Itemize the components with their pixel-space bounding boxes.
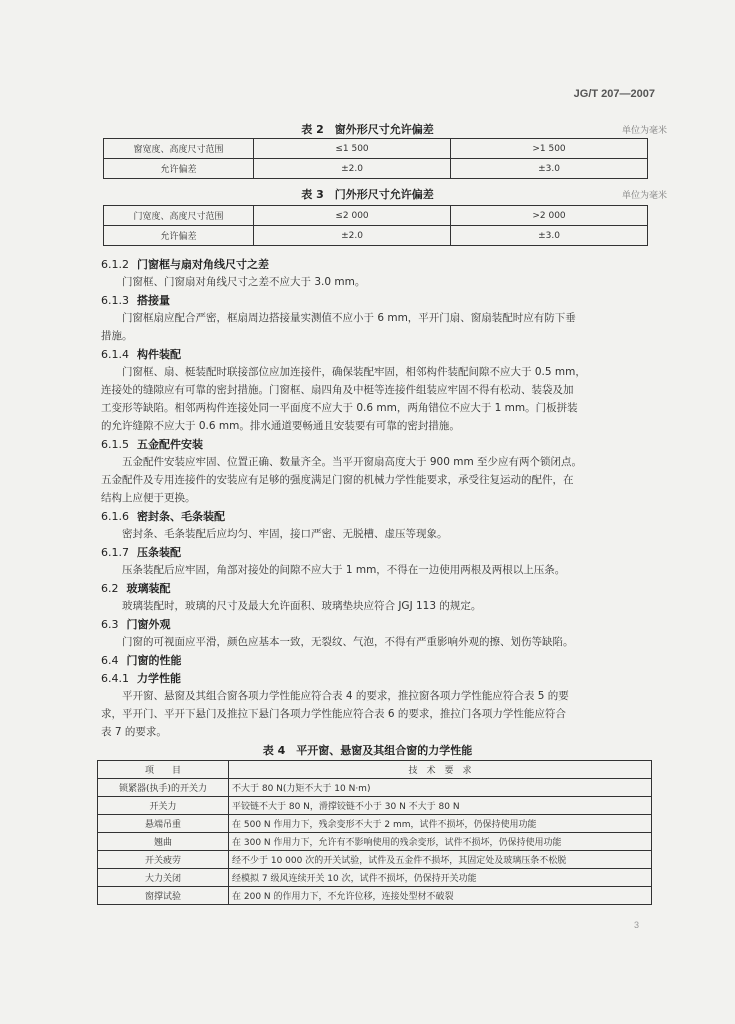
section-heading-6-1-2 xyxy=(101,256,269,272)
section-number: 6.1.2 xyxy=(101,258,129,271)
section-heading-6-4-1 xyxy=(101,670,181,686)
table-cell: 在 500 N 作用力下，残余变形不大于 2 mm，试件不损坏，仍保持使用功能 xyxy=(229,815,652,833)
table-2-caption: 表 2 窗外形尺寸允许偏差 xyxy=(301,123,434,136)
section-number: 6.4 xyxy=(101,654,119,667)
table-cell: ±3.0 xyxy=(451,159,648,179)
table-2 xyxy=(103,138,648,179)
section-number: 6.1.7 xyxy=(101,546,129,559)
section-heading-6-1-4 xyxy=(101,346,181,362)
table-cell: ±2.0 xyxy=(254,159,451,179)
section-number: 6.1.6 xyxy=(101,510,129,523)
table-row xyxy=(98,833,652,851)
section-title: 门窗外观 xyxy=(126,618,171,631)
table-cell: 翘曲 xyxy=(98,833,229,851)
paragraph-line: 门窗框扇应配合严密，框扇周边搭接量实测值不应小于 6 mm，平开门扇、窗扇装配时应有防下垂 xyxy=(122,312,576,324)
table-cell: 窗宽度、高度尺寸范围 xyxy=(104,139,254,159)
paragraph-line: 门窗框、门窗扇对角线尺寸之差不应大于 3.0 mm。 xyxy=(122,276,366,288)
section-number: 6.2 xyxy=(101,582,119,595)
paragraph-line: 五金配件及专用连接件的安装应有足够的强度满足门窗的机械力学性能要求，承受往复运动的配件，在 xyxy=(101,474,574,486)
paragraph-line: 结构上应便于更换。 xyxy=(101,492,196,504)
paragraph-line: 密封条、毛条装配后应均匀、牢固，接口严密、无脱槽、虚压等现象。 xyxy=(122,528,448,540)
section-title: 搭接量 xyxy=(137,294,170,307)
section-heading-6-1-5 xyxy=(101,436,203,452)
table-cell: 窗撑试验 xyxy=(98,887,229,905)
section-heading-6-2 xyxy=(101,580,171,596)
table-cell: 不大于 80 N(力矩不大于 10 N·m) xyxy=(229,779,652,797)
table-cell: 在 300 N 作用力下，允许有不影响使用的残余变形，试件不损坏，仍保持使用功能 xyxy=(229,833,652,851)
table-row xyxy=(104,226,648,246)
section-number: 6.3 xyxy=(101,618,119,631)
section-number: 6.1.3 xyxy=(101,294,129,307)
section-title: 玻璃装配 xyxy=(126,582,171,595)
page-number: 3 xyxy=(633,920,639,930)
table-row xyxy=(104,139,648,159)
section-number: 6.4.1 xyxy=(101,672,129,685)
table-3-caption: 表 3 门外形尺寸允许偏差 xyxy=(301,188,434,201)
table-row xyxy=(98,869,652,887)
table-4-caption: 表 4 平开窗、悬窗及其组合窗的力学性能 xyxy=(262,744,473,757)
section-heading-6-3 xyxy=(101,616,171,632)
table-cell: 门宽度、高度尺寸范围 xyxy=(104,206,254,226)
paragraph-line: 工变形等缺陷。相邻两构件连接处同一平面度不应大于 0.6 mm，两角错位不应大于 1 mm。门板拼装 xyxy=(101,402,578,414)
paragraph-line: 五金配件安装应牢固、位置正确、数量齐全。当平开窗扇高度大于 900 mm 至少应有两个锁闭点。 xyxy=(122,456,583,468)
table-cell: 允许偏差 xyxy=(104,226,254,246)
section-number: 6.1.4 xyxy=(101,348,129,361)
table-2-unit: 单位为毫米 xyxy=(621,126,667,136)
section-heading-6-1-3 xyxy=(101,292,170,308)
table-cell: 大力关闭 xyxy=(98,869,229,887)
table-3 xyxy=(103,205,648,246)
table-cell: ±3.0 xyxy=(451,226,648,246)
paragraph-line: 连接处的缝隙应有可靠的密封措施。门窗框、扇四角及中梃等连接件组装应牢固不得有松动、装袋及加 xyxy=(101,384,574,396)
table-cell: 锁紧器(执手)的开关力 xyxy=(98,779,229,797)
table-cell: 在 200 N 的作用力下，不允许位移，连接处型材不破裂 xyxy=(229,887,652,905)
table-4 xyxy=(97,760,652,905)
table-row xyxy=(104,206,648,226)
table-cell: >1 500 xyxy=(451,139,648,159)
paragraph-line: 门窗的可视面应平滑，颜色应基本一致，无裂纹、气泡，不得有严重影响外观的擦、划伤等缺陷。 xyxy=(122,636,574,648)
section-title: 门窗的性能 xyxy=(126,654,182,667)
table-row xyxy=(104,159,648,179)
section-title: 构件装配 xyxy=(137,348,181,361)
standard-number-header: JG/T 207—2007 xyxy=(573,88,655,100)
table-header-cell: 项 目 xyxy=(98,761,229,779)
section-title: 密封条、毛条装配 xyxy=(137,510,225,523)
table-cell: 平铰链不大于 80 N，滑撑铰链不小于 30 N 不大于 80 N xyxy=(229,797,652,815)
table-cell: 悬端吊重 xyxy=(98,815,229,833)
paragraph-line: 玻璃装配时，玻璃的尺寸及最大允许面积、玻璃垫块应符合 JGJ 113 的规定。 xyxy=(122,600,482,612)
table-cell: ±2.0 xyxy=(254,226,451,246)
table-cell: 经不少于 10 000 次的开关试验，试件及五金件不损坏，其固定处及玻璃压条不松脱 xyxy=(229,851,652,869)
table-cell: ≤2 000 xyxy=(254,206,451,226)
table-header-row xyxy=(98,761,652,779)
paragraph-line: 的允许缝隙不应大于 0.6 mm。排水通道要畅通且安装要有可靠的密封措施。 xyxy=(101,420,460,432)
section-title: 门窗框与扇对角线尺寸之差 xyxy=(137,258,269,271)
paragraph-line: 门窗框、扇、梃装配时联接部位应加连接件，确保装配牢固，相邻构件装配间隙不应大于 0.5 mm， xyxy=(122,366,586,378)
table-3-unit: 单位为毫米 xyxy=(621,191,667,201)
table-row xyxy=(98,797,652,815)
section-heading-6-1-7 xyxy=(101,544,181,560)
table-cell: 允许偏差 xyxy=(104,159,254,179)
table-cell: 开关力 xyxy=(98,797,229,815)
table-cell: ≤1 500 xyxy=(254,139,451,159)
paragraph-line: 平开窗、悬窗及其组合窗各项力学性能应符合表 4 的要求，推拉窗各项力学性能应符合表 5 的要 xyxy=(122,690,569,702)
section-title: 压条装配 xyxy=(137,546,181,559)
table-row xyxy=(98,851,652,869)
section-title: 五金配件安装 xyxy=(137,438,203,451)
section-number: 6.1.5 xyxy=(101,438,129,451)
table-cell: 开关疲劳 xyxy=(98,851,229,869)
section-heading-6-4 xyxy=(101,652,182,668)
paragraph-line: 压条装配后应牢固，角部对接处的间隙不应大于 1 mm，不得在一边使用两根及两根以上压条。 xyxy=(122,564,566,576)
table-cell: 经模拟 7 级风连续开关 10 次，试件不损坏，仍保持开关功能 xyxy=(229,869,652,887)
section-heading-6-1-6 xyxy=(101,508,225,524)
paragraph-line: 措施。 xyxy=(101,330,133,342)
paragraph-line: 求，平开门、平开下悬门及推拉下悬门各项力学性能应符合表 6 的要求，推拉门各项力学性能应符合 xyxy=(101,708,566,720)
table-header-cell: 技 术 要 求 xyxy=(229,761,652,779)
table-row xyxy=(98,815,652,833)
table-row xyxy=(98,887,652,905)
paragraph-line: 表 7 的要求。 xyxy=(101,726,167,738)
table-cell: >2 000 xyxy=(451,206,648,226)
section-title: 力学性能 xyxy=(137,672,181,685)
table-row xyxy=(98,779,652,797)
